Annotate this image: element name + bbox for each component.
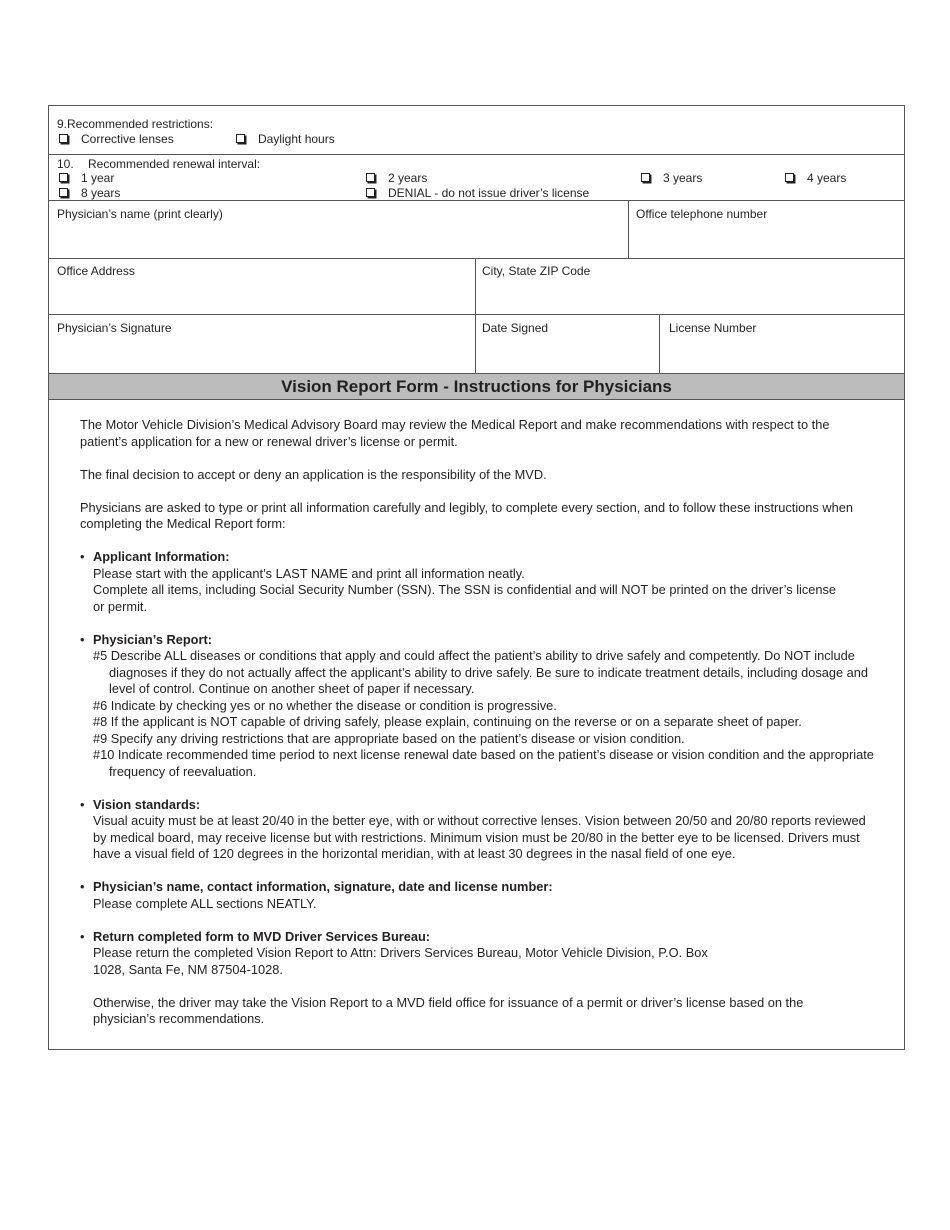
contact-info-section <box>80 879 880 912</box>
option-corrective-lenses: Corrective lenses <box>81 132 174 146</box>
applicant-info-line-1: Please start with the applicant’s LAST NAME and print all information neatly. <box>93 565 525 581</box>
contact-info-text: Please complete ALL sections NEATLY. <box>93 895 317 911</box>
option-3-years: 3 years <box>663 171 703 185</box>
bullet: • <box>80 879 85 894</box>
report-item-9: #9 Specify any driving restrictions that are appropriate based on the patient’s disease or vision condition. <box>93 730 685 746</box>
signature-field[interactable] <box>49 315 475 373</box>
date-signed-label: Date Signed <box>482 321 549 335</box>
option-1-year: 1 year <box>81 171 115 185</box>
renewal-section <box>49 155 904 201</box>
instructions-body <box>80 417 880 1044</box>
report-item-6: #6 Indicate by checking yes or no whether the disease or condition is progressive. <box>93 697 557 713</box>
checkbox-1-year[interactable] <box>59 173 68 182</box>
option-8-years: 8 years <box>81 186 121 200</box>
physician-report-section <box>80 632 880 781</box>
office-phone-field[interactable] <box>628 201 906 258</box>
vision-report-form <box>48 105 905 1050</box>
checkbox-2-years[interactable] <box>366 173 375 182</box>
bullet: • <box>80 928 85 944</box>
vision-standards-section <box>80 797 880 863</box>
office-phone-label: Office telephone number <box>636 207 768 221</box>
restrictions-title: 9.Recommended restrictions: <box>57 117 214 131</box>
bullet: • <box>80 631 85 647</box>
applicant-info-heading: Applicant Information: <box>93 549 230 564</box>
instructions-title: Vision Report Form - Instructions for Physicians <box>49 373 904 400</box>
checkbox-3-years[interactable] <box>641 173 650 182</box>
checkbox-daylight-hours[interactable] <box>236 134 245 143</box>
option-4-years: 4 years <box>807 171 847 185</box>
option-2-years: 2 years <box>388 171 428 185</box>
checkbox-4-years[interactable] <box>785 173 794 182</box>
date-signed-field[interactable] <box>475 315 659 373</box>
physician-name-row <box>49 201 904 259</box>
renewal-number: 10. <box>57 157 74 171</box>
contact-info-heading: Physician’s name, contact information, signature, date and license number: <box>93 879 553 894</box>
intro-paragraph-2: The final decision to accept or deny an application is the responsibility of the MVD. <box>80 466 547 482</box>
intro-paragraph-3: Physicians are asked to type or print all information carefully and legibly, to complete every section, and to follow these instructions when completing the Medical Report form: <box>80 499 853 531</box>
checkbox-corrective-lenses[interactable] <box>59 134 68 143</box>
renewal-title: Recommended renewal interval: <box>88 157 261 171</box>
license-number-label: License Number <box>669 321 757 335</box>
checkbox-denial[interactable] <box>366 188 375 197</box>
return-form-heading: Return completed form to MVD Driver Services Bureau: <box>93 928 431 944</box>
physician-name-field[interactable] <box>49 201 628 258</box>
report-item-10: #10 Indicate recommended time period to next license renewal date based on the patient’s disease or vision condition and the appropriate frequency of reevaluation. <box>93 747 874 779</box>
signature-row <box>49 315 904 373</box>
return-form-text: Please return the completed Vision Report to Attn: Drivers Services Bureau, Motor Vehicle Division, P.O. Box 1028, Santa Fe, NM 87504-1028. <box>93 945 708 977</box>
license-number-field[interactable] <box>659 315 906 373</box>
return-form-section <box>80 929 880 1028</box>
city-state-zip-field[interactable] <box>475 259 906 314</box>
option-daylight-hours: Daylight hours <box>258 132 335 146</box>
report-item-8: #8 If the applicant is NOT capable of driving safely, please explain, continuing on the reverse or on a separate sheet of paper. <box>93 714 802 729</box>
restrictions-section <box>49 106 904 155</box>
bullet: • <box>80 796 85 812</box>
otherwise-text: Otherwise, the driver may take the Vision Report to a MVD field office for issuance of a permit or driver’s license based on the physician’s recommendations. <box>93 994 804 1026</box>
vision-standards-text: Visual acuity must be at least 20/40 in the better eye, with or without corrective lenses. Vision between 20/50 and 20/80 reports reviewed by medical board, may receive license but with restrictions. Minimum vision must be 20/80 in the better eye to be licensed. Drivers must have a visual field of 120 degrees in the horizontal meridian, with at least 30 degrees in the nasal field of one eye. <box>93 813 866 861</box>
physician-name-label: Physician’s name (print clearly) <box>57 207 223 221</box>
report-item-5: #5 Describe ALL diseases or conditions that apply and could affect the patient’s ability to drive safely and competently. Do NOT include diagnoses if they do not actually affect the applicant’s ability to drive safely. Be sure to indicate treatment details, including dosage and level of control. Continue on another sheet of paper if necessary. <box>93 648 869 696</box>
vision-standards-heading: Vision standards: <box>93 796 201 812</box>
intro-paragraph-1: The Motor Vehicle Division’s Medical Advisory Board may review the Medical Report and make recommendations with respect to the patient’s application for a new or renewal driver’s license or permit. <box>80 417 830 449</box>
bullet: • <box>80 549 85 564</box>
office-address-field[interactable] <box>49 259 475 314</box>
option-denial: DENIAL - do not issue driver’s license <box>388 186 590 200</box>
address-row <box>49 259 904 315</box>
office-address-label: Office Address <box>57 264 135 278</box>
physician-report-heading: Physician’s Report: <box>93 631 212 647</box>
applicant-info-section <box>80 549 880 615</box>
applicant-info-line-2: Complete all items, including Social Security Number (SSN). The SSN is confidential and will NOT be printed on the driver’s license or permit. <box>93 582 837 614</box>
signature-label: Physician’s Signature <box>57 321 172 335</box>
checkbox-8-years[interactable] <box>59 188 68 197</box>
city-state-zip-label: City, State ZIP Code <box>482 264 591 278</box>
